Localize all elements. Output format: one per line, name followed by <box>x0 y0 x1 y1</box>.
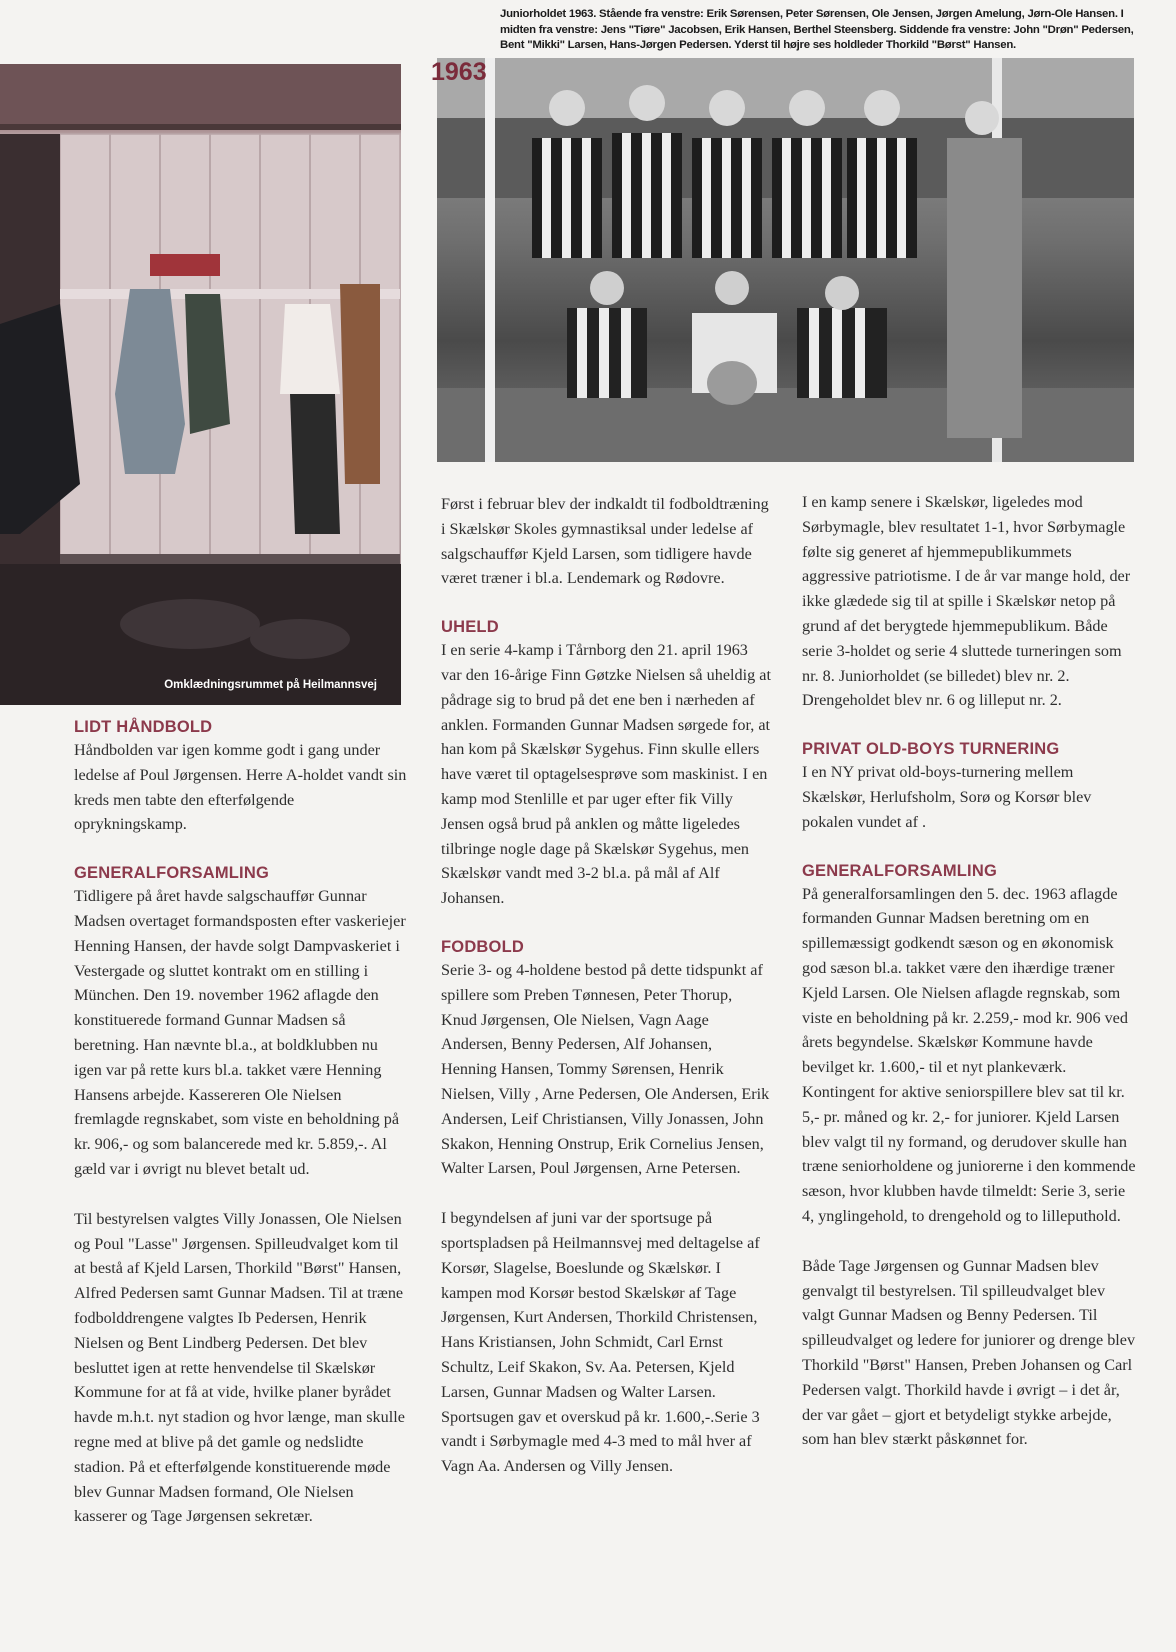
column-left <box>74 716 409 1529</box>
photo-caption-team: Juniorholdet 1963. Stående fra venstre: Erik Sørensen, Peter Sørensen, Ole Jensen, Jørgen Amelung, Jørn-Ole Hansen. I midten fra venstre: Jens "Tiøre" Jacobsen, Erik Hansen, Berthel Steensberg. Siddende fra venstre: John "Drøn" Pedersen, Bent "Mikki" Larsen, Hans-Jørgen Pedersen. Yderst til højre ses holdleder Thorkild "Børst" Hansen. <box>500 8 1134 51</box>
paragraph: I en NY privat old-boys-turnering mellem Skælskør, Herlufsholm, Sorø og Korsør blev pokalen vundet af . <box>802 763 1092 831</box>
heading-fodbold: FODBOLD <box>441 937 524 956</box>
changing-room-photo <box>0 64 401 705</box>
paragraph: På generalforsamlingen den 5. dec. 1963 aflagde formanden Gunnar Madsen beretning om en spillemæssigt godkendt sæson og en økonomisk god sæson bl.a. takket være den ihærdige træner Kjeld Larsen. Ole Nielsen aflagde regnskab, som viste en beholdning på kr. 2.259,- mod kr. 906 ved årets begyndelse. Skælskør Kommune havde bevilget kr. 1.600,- til et nyt plankeværk. Kontingent for aktive seniorspillere blev sat til kr. 5,- pr. måned og kr. 2,- for juniorer. Kjeld Larsen blev valgt til ny formand, og derudover skulle han træne seniorholdene og juniorerne i den kommende sæson, hvor klubben havde tilmeldt: Serie 3, serie 4, ynglingehold, to drengehold og to lilleputhold. <box>802 884 1136 1225</box>
changing-room-illustration <box>0 64 401 705</box>
paragraph: I begyndelsen af juni var der sportsuge på sportspladsen på Heilmannsvej med deltagelse af Korsør, Slagelse, Boeslunde og Skælskør. I kampen mod Korsør bestod Skælskør af Tage Jørgensen, Kurt Andersen, Thorkild Christensen, Hans Kristiansen, John Schmidt, Carl Ernst Schultz, Leif Skakon, Sv. Aa. Petersen, Kjeld Larsen, Gunnar Madsen og Walter Larsen. Sportsugen gav et overskud på kr. 1.600,-.Serie 3 vandt i Sørbymagle med 4-3 med to mål hver af Vagn Aa. Andersen og Villy Jensen. <box>441 1209 760 1476</box>
heading-uheld: UHELD <box>441 618 499 637</box>
heading-generalforsamling-2: GENERALFORSAMLING <box>802 861 997 880</box>
paragraph: I en kamp senere i Skælskør, ligeledes mod Sørbymagle, blev resultatet 1-1, hvor Sørbymagle følte sig generet af hjemmepublikummets aggressive patriotisme. I de år var mange hold, der ikke glædede sig til at spille i Skælskør netop på grund af det berygtede hjemmepublikum. Både serie 3-holdet og serie 4 sluttede turneringen som nr. 8. Juniorholdet (se billedet) blev nr. 2. Drengeholdet blev nr. 6 og lilleput nr. 2. <box>802 493 1131 710</box>
junior-team-illustration <box>437 58 1134 462</box>
paragraph: I en serie 4-kamp i Tårnborg den 21. april 1963 var den 16-årige Finn Gøtzke Nielsen så uheldig at pådrage sig to brud på det ene ben i nærheden af anklen. Formanden Gunnar Madsen sørgede for, at han kom på Skælskør Sygehus. Finn skulle ellers have været til optagelsesprøve som maskinist. I en kamp mod Stenlille et par uger efter fik Villy Jensen også brud på anklen og måtte ligeledes tilbringe nogle dage på Skælskør Sygehus, men Skælskør vandt med 3-2 bl.a. på mål af Alf Johansen. <box>441 641 771 908</box>
paragraph: Til bestyrelsen valgtes Villy Jonassen, Ole Nielsen og Poul "Lasse" Jørgensen. Spilleudvalget kom til at bestå af Kjeld Larsen, Thorkild "Børst" Hansen, Alfred Pedersen samt Gunnar Madsen. Til at træne fodbolddrengene valgtes Ib Pedersen, Henrik Nielsen og Bent Lindberg Pedersen. Det blev besluttet igen at rette henvendelse til Skælskør Kommune for at få at vide, hvilke planer byrådet havde m.h.t. nyt stadion og hvor længe, man skulle regne med at blive på det gamle og nedslidte stadion. På et efterfølgende konstituerende møde blev Gunnar Madsen formand, Ole Nielsen kasserer og Tage Jørgensen sekretær. <box>74 1209 405 1526</box>
year-tag: 1963 <box>431 58 487 86</box>
changing-room-caption: Omklædningsrummet på Heilmannsvej <box>164 679 377 691</box>
heading-generalforsamling: GENERALFORSAMLING <box>74 864 269 883</box>
heading-privat-old-boys: PRIVAT OLD-BOYS TURNERING <box>802 740 1060 759</box>
paragraph: Håndbolden var igen komme godt i gang under ledelse af Poul Jørgensen. Herre A-holdet vandt sin kreds men tabte den efterfølgende oprykningskamp. <box>74 741 407 834</box>
paragraph: Først i februar blev der indkaldt til fodboldtræning i Skælskør Skoles gymnastiksal under ledelse af salgschauffør Kjeld Larsen, som tidligere havde været træner i bl.a. Lendemark og Rødovre. <box>441 495 769 588</box>
heading-lidt-handbold: LIDT HÅNDBOLD <box>74 718 213 736</box>
junior-team-photo <box>437 58 1134 462</box>
paragraph: Både Tage Jørgensen og Gunnar Madsen blev genvalgt til bestyrelsen. Til spilleudvalget blev valgt Gunnar Madsen og Benny Pedersen. Til spilleudvalget og ledere for juniorer og drenge blev Thorkild "Børst" Hansen, Preben Johansen og Carl Pedersen valgt. Thorkild havde i øvrigt – i det år, der var gået – gjort et betydeligt stykke arbejde, som han blev stærkt påskønnet for. <box>802 1256 1136 1449</box>
column-right <box>802 490 1137 1452</box>
paragraph: Tidligere på året havde salgschauffør Gunnar Madsen overtaget formandsposten efter vaskeriejer Henning Hansen, der havde solgt Dampvaskeriet i Vestergade og sluttet kontrakt om en stilling i München. Den 19. november 1962 aflagde den konstituerede formand Gunnar Madsen så beretning. Han nævnte bl.a., at boldklubben nu igen var på rette kurs bl.a. takket være Henning Hansens arbejde. Kassereren Ole Nielsen fremlagde regnskabet, som viste en beholdning på kr. 906,- og som balancerede med kr. 5.859,-. Al gæld var i øvrigt nu blevet betalt ud. <box>74 887 406 1178</box>
column-middle <box>441 492 771 1479</box>
paragraph: Serie 3- og 4-holdene bestod på dette tidspunkt af spillere som Preben Tønnesen, Peter Thorup, Knud Jørgensen, Ole Nielsen, Vagn Aage Andersen, Benny Pedersen, Alf Johansen, Henning Hansen, Tommy Sørensen, Henrik Nielsen, Villy , Arne Pedersen, Ole Andersen, Erik Andersen, Leif Christiansen, Villy Jonassen, John Skakon, Henning Onstrup, Erik Cornelius Jensen, Walter Larsen, Poul Jørgensen, Arne Petersen. <box>441 960 770 1178</box>
